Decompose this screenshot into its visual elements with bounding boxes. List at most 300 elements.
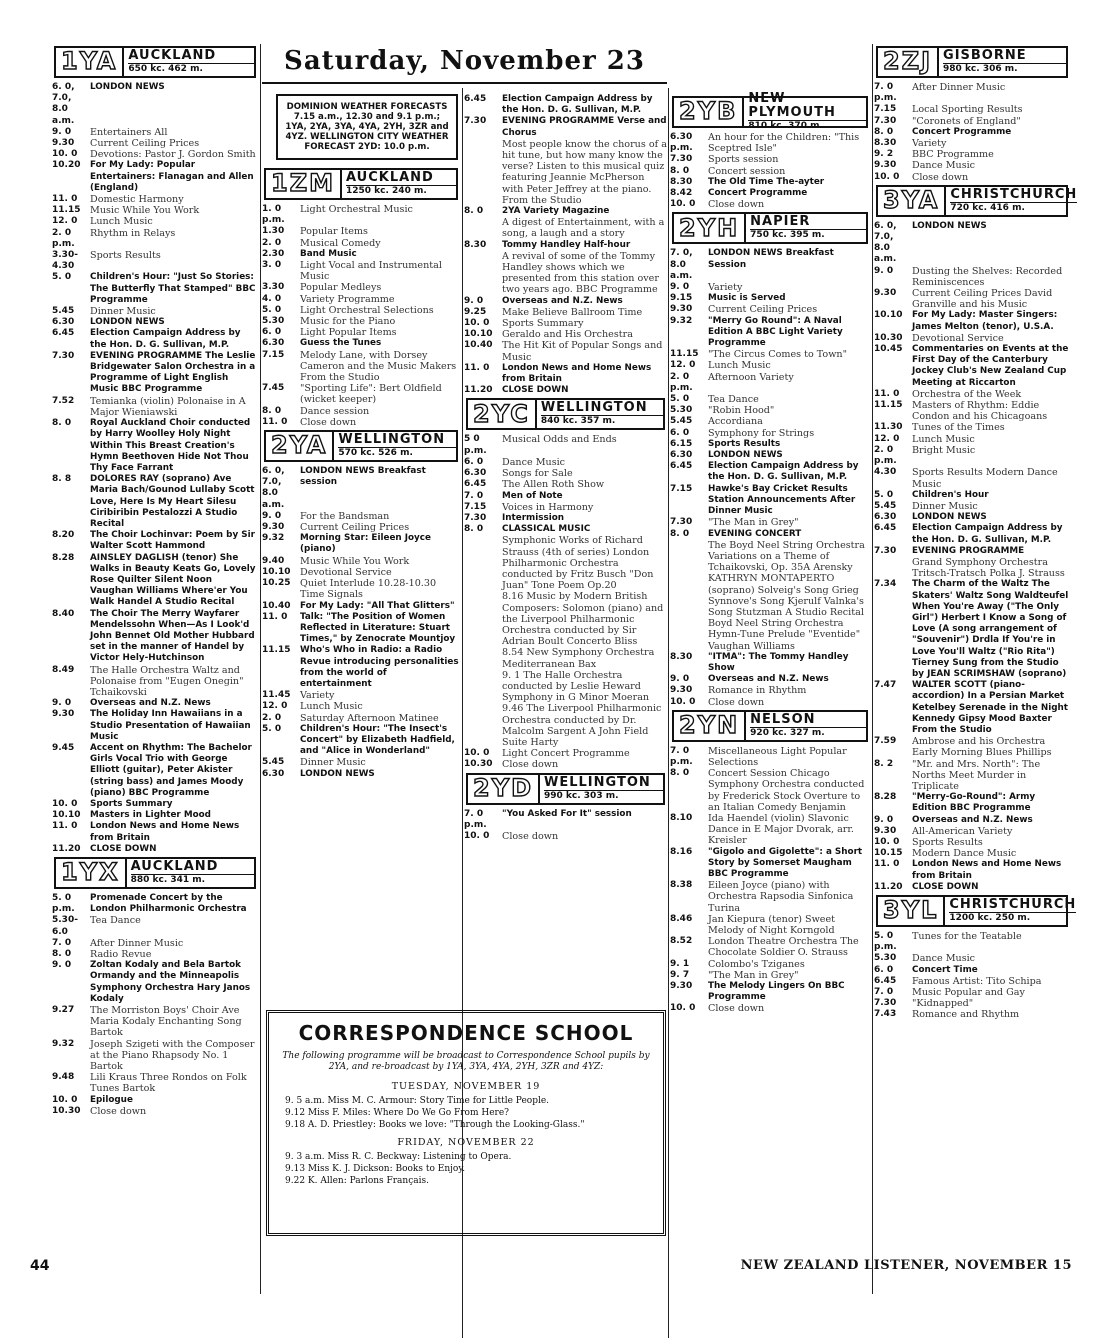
programme-title: 2YA Variety Magazine — [502, 206, 610, 217]
programme-title: Current Ceiling Prices — [300, 522, 410, 534]
programme-time: 7.30 — [464, 512, 487, 523]
station-frequency: 920 kc. 327 m. — [750, 727, 866, 739]
programme-item — [52, 844, 258, 855]
programme-item — [262, 226, 460, 237]
programme-time: 10. 0 — [464, 318, 490, 329]
programme-item — [52, 1095, 258, 1106]
programme-title: "The Man in Grey" — [708, 969, 799, 981]
programme-title: Orchestra of the Week — [912, 388, 1022, 400]
programme-time: 9.30 — [52, 138, 75, 149]
programme-time: 10.25 — [262, 578, 291, 589]
programme-item — [52, 960, 258, 1005]
programme-item — [52, 938, 258, 949]
programme-title: Musical Comedy — [300, 237, 381, 249]
column-3 — [464, 94, 667, 842]
programme-item — [262, 601, 460, 612]
programme-time: 7.47 — [874, 680, 897, 691]
programme-item — [670, 372, 870, 394]
column-rule — [668, 88, 669, 1338]
programme-title: CLASSICAL MUSIC — [502, 524, 591, 535]
programme-time — [670, 573, 708, 618]
programme-time: 11. 0 — [52, 194, 78, 205]
programme-time: 10.45 — [874, 344, 903, 355]
programme-item — [262, 316, 460, 327]
programme-title: Tunes of the Times — [912, 422, 1005, 434]
programme-title: Tommy Handley Half-hour — [502, 239, 631, 250]
programme-title: Masters in Lighter Mood — [90, 810, 211, 821]
programme-item — [874, 557, 1070, 579]
programme-title: Commentaries on Events at the First Day of the Canterbury Jockey Club's New Zealand Cup Meeting at Riccarton — [912, 344, 1069, 388]
programme-time: 8.42 — [670, 188, 693, 199]
station-frequency: 650 kc. 462 m. — [128, 63, 254, 75]
programme-title: Dance session — [300, 405, 370, 417]
correspondence-day: FRIDAY, NOVEMBER 22 — [397, 1137, 535, 1148]
programme-time: 2. 0 — [262, 712, 282, 723]
programme-item — [670, 618, 870, 652]
programme-item — [52, 396, 258, 418]
programme-title: AINSLEY DAGLISH (tenor) She Walks in Beauty Keats Go, Lovely Rose Quilter Silent Noon Vaughan Williams Where'er You Walk Handel A Studio Recital — [90, 552, 256, 608]
column-2 — [262, 90, 460, 780]
programme-time: 5.45 — [262, 757, 285, 768]
programme-item — [52, 194, 258, 205]
programme-item — [52, 228, 258, 250]
programme-title: The Choir The Merry Wayfarer Mendelssohn When—As I Look'd John Bennet Old Mother Hubbard set in the manner of Handel by Victor Hely-Hutchinson — [90, 608, 255, 664]
programme-time: 9.30 — [670, 685, 693, 696]
programme-item — [874, 579, 1070, 680]
programme-time: 7.30 — [874, 115, 897, 126]
programme-title: Saturday Afternoon Matinee — [300, 712, 439, 724]
programme-title: The Old Time The-ayter — [708, 176, 825, 187]
programme-title: Afternoon Variety — [708, 371, 794, 383]
programme-time: 7.30 — [874, 998, 897, 1009]
programme-item — [670, 428, 870, 439]
programme-time: 4. 0 — [262, 293, 282, 304]
programme-item — [874, 736, 1070, 758]
programme-title: Guess the Tunes — [300, 338, 382, 349]
programme-item — [670, 959, 870, 970]
programme-time: 6.45 — [874, 975, 897, 986]
programme-title: Masters of Rhythm: Eddie Condon and his Chicagoans — [912, 400, 1048, 423]
programme-title: Hawke's Bay Cricket Results Station Announcements After Dinner Music — [708, 483, 856, 517]
programme-item — [464, 457, 667, 468]
correspondence-item: 9. 3 a.m. Miss R. C. Beckway: Listening to Opera. — [285, 1152, 512, 1162]
programme-title: Most people know the chorus of a hit tune, but how many know the verse? Listen to this musical quiz featuring Jeannie McPherson with Peter Jeffrey at the piano. From the Studio — [502, 138, 667, 206]
programme-item — [52, 351, 258, 396]
programme-time: 7. 0 p.m. — [464, 808, 487, 830]
station-header-2yc — [466, 398, 665, 430]
programme-time: 7.15 — [262, 349, 285, 360]
station-header-3yl — [876, 895, 1077, 927]
column-4 — [670, 91, 870, 1015]
programme-item — [52, 665, 258, 699]
programme-title: The Holiday Inn Hawaiians in a Studio Presentation of Hawaiian Music — [90, 709, 251, 742]
programme-item — [874, 759, 1070, 793]
programme-title: "Gigolo and Gigolette": a Short Story by Somerset Maugham BBC Programme — [708, 846, 863, 879]
programme-time: 1.30 — [262, 226, 285, 237]
programme-item — [874, 965, 1070, 976]
programme-item — [52, 893, 258, 915]
programme-item — [670, 166, 870, 177]
programme-item — [464, 217, 667, 239]
programme-item — [262, 338, 460, 349]
programme-title: Famous Artist: Tito Schipa — [912, 975, 1042, 987]
programme-title: Voices in Harmony — [502, 501, 594, 513]
programme-time: 6. 0 — [670, 427, 690, 438]
programme-item — [262, 556, 460, 567]
programme-time: 8. 0 — [670, 768, 690, 779]
programme-item — [52, 949, 258, 960]
programme-time: 7.43 — [874, 1009, 897, 1020]
programme-title: Dinner Music — [90, 306, 156, 318]
programme-title: LONDON NEWS — [912, 512, 987, 523]
programme-title: Tea Dance — [708, 394, 759, 406]
programme-title: Sports Results Modern Dance Music — [912, 467, 1058, 490]
programme-time: 7.30 — [874, 545, 897, 556]
programme-time: 9.15 — [670, 293, 693, 304]
programme-title: Lili Kraus Three Rondos on Folk Tunes Bartok — [90, 1072, 247, 1095]
programme-title: London News and Home News from Britain — [90, 821, 240, 843]
programme-time: 5. 0 p.m. — [874, 931, 897, 953]
programme-title: LONDON NEWS — [708, 450, 783, 461]
programme-item — [52, 810, 258, 821]
programme-item — [874, 160, 1070, 171]
programme-item — [464, 363, 667, 385]
programme-time: 6. 0 — [464, 456, 484, 467]
programme-time: 5.45 — [670, 416, 693, 427]
programme-title: "Mr. and Mrs. North": The Norths Meet Murder in Triplicate — [912, 758, 1041, 792]
programme-item — [670, 685, 870, 696]
programme-item — [670, 880, 870, 914]
programme-item — [52, 418, 258, 474]
programme-item — [464, 307, 667, 318]
station-callsign: 2ZJ — [878, 48, 939, 76]
programme-item — [262, 406, 460, 417]
column-1 — [52, 44, 258, 1117]
programme-title: Make Believe Ballroom Time — [502, 306, 643, 318]
programme-item — [262, 238, 460, 249]
programme-item — [874, 976, 1070, 987]
programme-title: Rhythm in Relays — [90, 227, 176, 239]
programme-title: Popular Items — [300, 226, 368, 238]
programme-time: 6.45 — [874, 523, 897, 534]
programme-title: Close down — [708, 696, 765, 708]
programme-title: Sports Results — [912, 837, 983, 848]
programme-item — [464, 329, 667, 340]
programme-item — [262, 204, 460, 226]
station-name: NAPIER — [750, 214, 811, 230]
programme-item — [464, 809, 667, 831]
programme-title: Concert Programme — [708, 188, 808, 199]
programme-time — [464, 591, 502, 647]
programme-item — [262, 713, 460, 724]
programme-title: The Morriston Boys' Choir Ave Maria Kodaly Enchanting Song Bartok — [90, 1005, 242, 1039]
programme-title: London News and Home News from Britain — [502, 362, 652, 385]
programme-time: 11. 0 — [874, 388, 900, 399]
programme-title: Variety — [300, 690, 335, 702]
programme-title: Grand Symphony Orchestra Tritsch-Tratsch Polka J. Strauss — [912, 556, 1065, 580]
correspondence-item: 9.12 Miss F. Miles: Where Do We Go From Here? — [285, 1108, 509, 1118]
programme-time: 10. 0 — [874, 171, 900, 182]
programme-title: EVENING PROGRAMME The Leslie Bridgewater Salon Orchestra in a Programme of Light English Music BBC Programme — [90, 350, 256, 395]
programme-title: All-American Variety — [912, 825, 1013, 837]
station-callsign: 2YC — [468, 400, 537, 428]
programme-time: 9. 0 — [52, 960, 72, 971]
station-frequency: 570 kc. 526 m. — [338, 447, 456, 459]
programme-time: 7.30 — [464, 116, 487, 127]
programme-title: Eileen Joyce (piano) with Orchestra Rapsodia Sinfonica Turina — [708, 880, 854, 914]
programme-item — [52, 821, 258, 843]
programme-item — [464, 251, 667, 296]
programme-item — [464, 479, 667, 490]
programme-item — [52, 82, 258, 127]
programme-title: 9. 1 The Halle Orchestra conducted by Leslie Heward Symphony in G Minor Moeran — [502, 669, 650, 704]
programme-time: 2. 0 p.m. — [670, 371, 693, 393]
programme-time: 8.10 — [670, 812, 693, 823]
station-callsign: 2YB — [674, 98, 744, 126]
programme-time: 11. 0 — [262, 416, 288, 427]
programme-title: An hour for the Children: "This Sceptred Isle" — [708, 132, 860, 155]
programme-title: LONDON NEWS Breakfast Session — [708, 248, 834, 270]
programme-item — [670, 981, 870, 1003]
programme-title: Bright Music — [912, 444, 976, 456]
programme-time: 8.30 — [670, 651, 693, 662]
programme-title: "Merry-Go-Round": Army Edition BBC Programme — [912, 792, 1036, 814]
programme-time — [464, 703, 502, 748]
programme-item — [464, 116, 667, 138]
programme-time: 5. 0 — [262, 304, 282, 315]
programme-time: 9. 2 — [874, 149, 894, 160]
programme-title: Variety Programme — [300, 293, 395, 305]
programme-item — [52, 328, 258, 350]
programme-item — [262, 533, 460, 555]
programme-title: Light Vocal and Instrumental Music — [300, 260, 442, 283]
programme-time: 10.15 — [874, 848, 903, 859]
programme-time: 6. 0, 7.0, 8.0 a.m. — [874, 220, 897, 265]
programme-time: 10.30 — [52, 1105, 81, 1116]
programme-item — [464, 491, 667, 502]
programme-time: 3. 0 — [262, 260, 282, 271]
station-name: CHRISTCHURCH — [949, 897, 1077, 913]
programme-time: 3.30-4.30 — [52, 250, 78, 272]
programme-item — [262, 578, 460, 600]
station-header-1zm — [264, 168, 458, 200]
programme-title: Intermission — [502, 512, 565, 523]
programme-title: Close down — [708, 199, 765, 211]
programme-time: 12. 0 — [874, 433, 900, 444]
programme-item — [670, 847, 870, 881]
programme-time: 9. 0 — [874, 265, 894, 276]
programme-time: 10.30 — [464, 759, 493, 770]
programme-title: Close down — [912, 171, 969, 183]
programme-title: Music is Served — [708, 293, 786, 304]
programme-item — [52, 160, 258, 194]
programme-time: 7.52 — [52, 395, 75, 406]
station-header-1yx — [54, 857, 256, 889]
station-name: WELLINGTON — [338, 432, 446, 448]
programme-time: 11.45 — [262, 690, 291, 701]
programme-title: Quiet Interlude 10.28-10.30 Time Signals — [300, 578, 437, 601]
programme-item — [262, 327, 460, 338]
programme-time: 11.15 — [262, 645, 291, 656]
programme-time: 7.15 — [464, 501, 487, 512]
programme-time: 11.15 — [670, 349, 699, 360]
programme-time: 9.30 — [874, 160, 897, 171]
programme-time: 11.20 — [464, 385, 493, 396]
programme-item — [262, 701, 460, 712]
programme-item — [464, 206, 667, 217]
station-name: AUCKLAND — [345, 170, 434, 185]
programme-item — [670, 914, 870, 936]
programme-title: Who's Who in Radio: a Radio Revue introducing personalities from the world of entertainment — [300, 645, 459, 689]
programme-title: Overseas and N.Z. News — [708, 674, 829, 685]
programme-item — [52, 530, 258, 552]
programme-time: 8.28 — [52, 552, 75, 563]
station-callsign: 1ZM — [266, 170, 342, 198]
station-callsign: 2YN — [674, 712, 746, 740]
programme-time: 7. 0 — [874, 987, 894, 998]
programme-title: Current Ceiling Prices David Granville and his Music — [912, 288, 1053, 311]
programme-title: For the Bandsman — [300, 510, 390, 522]
programme-time: 5. 0 — [52, 272, 72, 283]
programme-title: A digest of Entertainment, with a song, a laugh and a story — [502, 217, 665, 240]
programme-time: 6. 0, 7.0, 8.0 a.m. — [52, 82, 75, 126]
programme-item — [52, 127, 258, 138]
programme-title: Talk: "The Position of Women Reflected in Literature: Stuart Times," by Zenocrate Mountjoy — [300, 611, 456, 645]
programme-item — [262, 522, 460, 533]
programme-title: For My Lady: Popular Entertainers: Flanagan and Allen (England) — [90, 160, 254, 193]
programme-item — [670, 697, 870, 708]
programme-title: After Dinner Music — [90, 937, 184, 949]
programme-title: London News and Home News from Britain — [912, 859, 1062, 881]
programme-title: 8.16 Music by Modern British Composers: Solomon (piano) and the Liverpool Philharmonic Orchestra conducted by Sir Adrian Boult Concerto Bliss — [502, 591, 664, 648]
page-title: Saturday, November 23 — [262, 44, 667, 84]
programme-title: Current Ceiling Prices — [708, 304, 818, 316]
programme-item — [874, 434, 1070, 445]
programme-item — [262, 724, 460, 758]
programme-item — [670, 1003, 870, 1014]
programme-title: "The Man in Grey" — [708, 517, 799, 529]
programme-time: 10. 0 — [464, 748, 490, 759]
programme-title: Colombo's Tziganes — [708, 958, 805, 970]
programme-item — [874, 138, 1070, 149]
programme-item — [262, 260, 460, 282]
programme-item — [464, 591, 667, 647]
programme-item — [874, 344, 1070, 389]
programme-title: Variety — [912, 138, 947, 150]
programme-title: "Merry Go Round": A Naval Edition A BBC Light Variety Programme — [708, 315, 843, 349]
programme-item — [874, 859, 1070, 881]
programme-item — [670, 439, 870, 450]
programme-title: Domestic Harmony — [90, 194, 184, 206]
programme-item — [874, 501, 1070, 512]
programme-title: Dance Music — [912, 953, 976, 965]
programme-time: 9. 0 — [874, 814, 894, 825]
programme-time: 8. 0 — [464, 206, 484, 217]
programme-title: Musical Odds and Ends — [502, 434, 617, 446]
programme-item — [52, 474, 258, 530]
station-name: NEW PLYMOUTH — [748, 91, 836, 120]
station-callsign: 3YL — [878, 897, 945, 925]
programme-time: 8.52 — [670, 936, 693, 947]
programme-title: LONDON NEWS — [300, 768, 375, 779]
programme-item — [464, 748, 667, 759]
programme-title: For My Lady: "All That Glitters" — [300, 600, 455, 611]
programme-title: Lunch Music — [708, 360, 771, 372]
programme-time — [464, 535, 502, 591]
programme-time: 7.15 — [874, 104, 897, 115]
programme-time: 8. 0 — [874, 126, 894, 137]
programme-title: Dinner Music — [912, 500, 978, 512]
programme-time: 8.30 — [874, 138, 897, 149]
programme-title: "The Circus Comes to Town" — [708, 349, 848, 361]
programme-title: Jan Kiepura (tenor) Sweet Melody of Night Korngold — [708, 913, 835, 936]
programme-time: 8.30 — [670, 176, 693, 187]
programme-title: Election Campaign Address by the Hon. D. G. Sullivan, M.P. — [912, 523, 1063, 545]
programme-title: Election Campaign Address by the Hon. D. G. Sullivan, M.P. — [90, 328, 241, 350]
programme-title: DOLORES RAY (soprano) Ave Maria Bach/Gounod Lullaby Scott Love, Here Is My Heart Silesu Ciribiribin Pestalozzi A Studio Recital — [90, 474, 255, 529]
programme-time: 8.16 — [670, 846, 693, 857]
correspondence-days — [279, 1081, 653, 1187]
programme-title: Children's Hour: "The Insect's Concert" by Elizabeth Hadfield, and "Alice in Wonderland" — [300, 723, 455, 757]
programme-time: 5.45 — [52, 306, 75, 317]
programme-time: 9.27 — [52, 1005, 75, 1016]
programme-title: Melody Lane, with Dorsey Cameron and the Music Makers From the Studio — [300, 349, 457, 384]
programme-item — [874, 815, 1070, 826]
programme-title: Ida Haendel (violin) Slavonic Dance in E Major Dvorak, arr. Kreisler — [708, 812, 854, 847]
programme-title: Music While You Work — [90, 205, 200, 217]
programme-title: Light Popular Items — [300, 327, 397, 339]
programme-title: "Robin Hood" — [708, 405, 775, 417]
programme-time: 9.30 — [670, 981, 693, 992]
programme-title: Overseas and N.Z. News — [502, 295, 623, 306]
station-callsign: 2YA — [266, 432, 334, 460]
programme-title: WALTER SCOTT (piano-accordion) In a Persian Market Ketelbey Serenade in the Night Kennedy Gipsy Mood Baxter From the Studio — [912, 680, 1068, 735]
programme-title: Dance Music — [912, 160, 976, 172]
programme-item — [464, 340, 667, 362]
programme-time: 6.45 — [464, 94, 487, 104]
programme-time: 2.30 — [262, 248, 285, 259]
programme-title: CLOSE DOWN — [502, 385, 569, 396]
programme-title: Lunch Music — [90, 216, 153, 228]
programme-item — [262, 294, 460, 305]
station-header-2yn — [672, 710, 868, 742]
station-frequency: 1250 kc. 240 m. — [346, 185, 456, 197]
programme-item — [52, 250, 258, 272]
programme-time: 10.10 — [464, 329, 493, 340]
programme-item — [874, 445, 1070, 467]
programme-time: 6.45 — [670, 461, 693, 472]
programme-item — [262, 757, 460, 768]
programme-time: 8. 0 — [464, 524, 484, 535]
station-callsign: 2YD — [468, 775, 540, 803]
programme-time: 5. 0 — [670, 394, 690, 405]
station-name: AUCKLAND — [130, 859, 219, 875]
correspondence-item: 9. 5 a.m. Miss M. C. Armour: Story Time for Little People. — [285, 1096, 550, 1106]
programme-item — [874, 266, 1070, 288]
programme-title: Epilogue — [90, 1094, 133, 1105]
programme-time: 10. 0 — [464, 830, 490, 841]
programme-item — [670, 746, 870, 768]
programme-item — [874, 400, 1070, 422]
programme-item — [874, 288, 1070, 310]
programme-title: Light Concert Programme — [502, 748, 630, 760]
programme-item — [464, 513, 667, 524]
programme-item — [52, 609, 258, 665]
programme-time: 10.10 — [52, 810, 81, 821]
programme-title: CLOSE DOWN — [912, 881, 979, 892]
programme-title: Close down — [90, 1105, 147, 1117]
programme-item — [52, 553, 258, 609]
